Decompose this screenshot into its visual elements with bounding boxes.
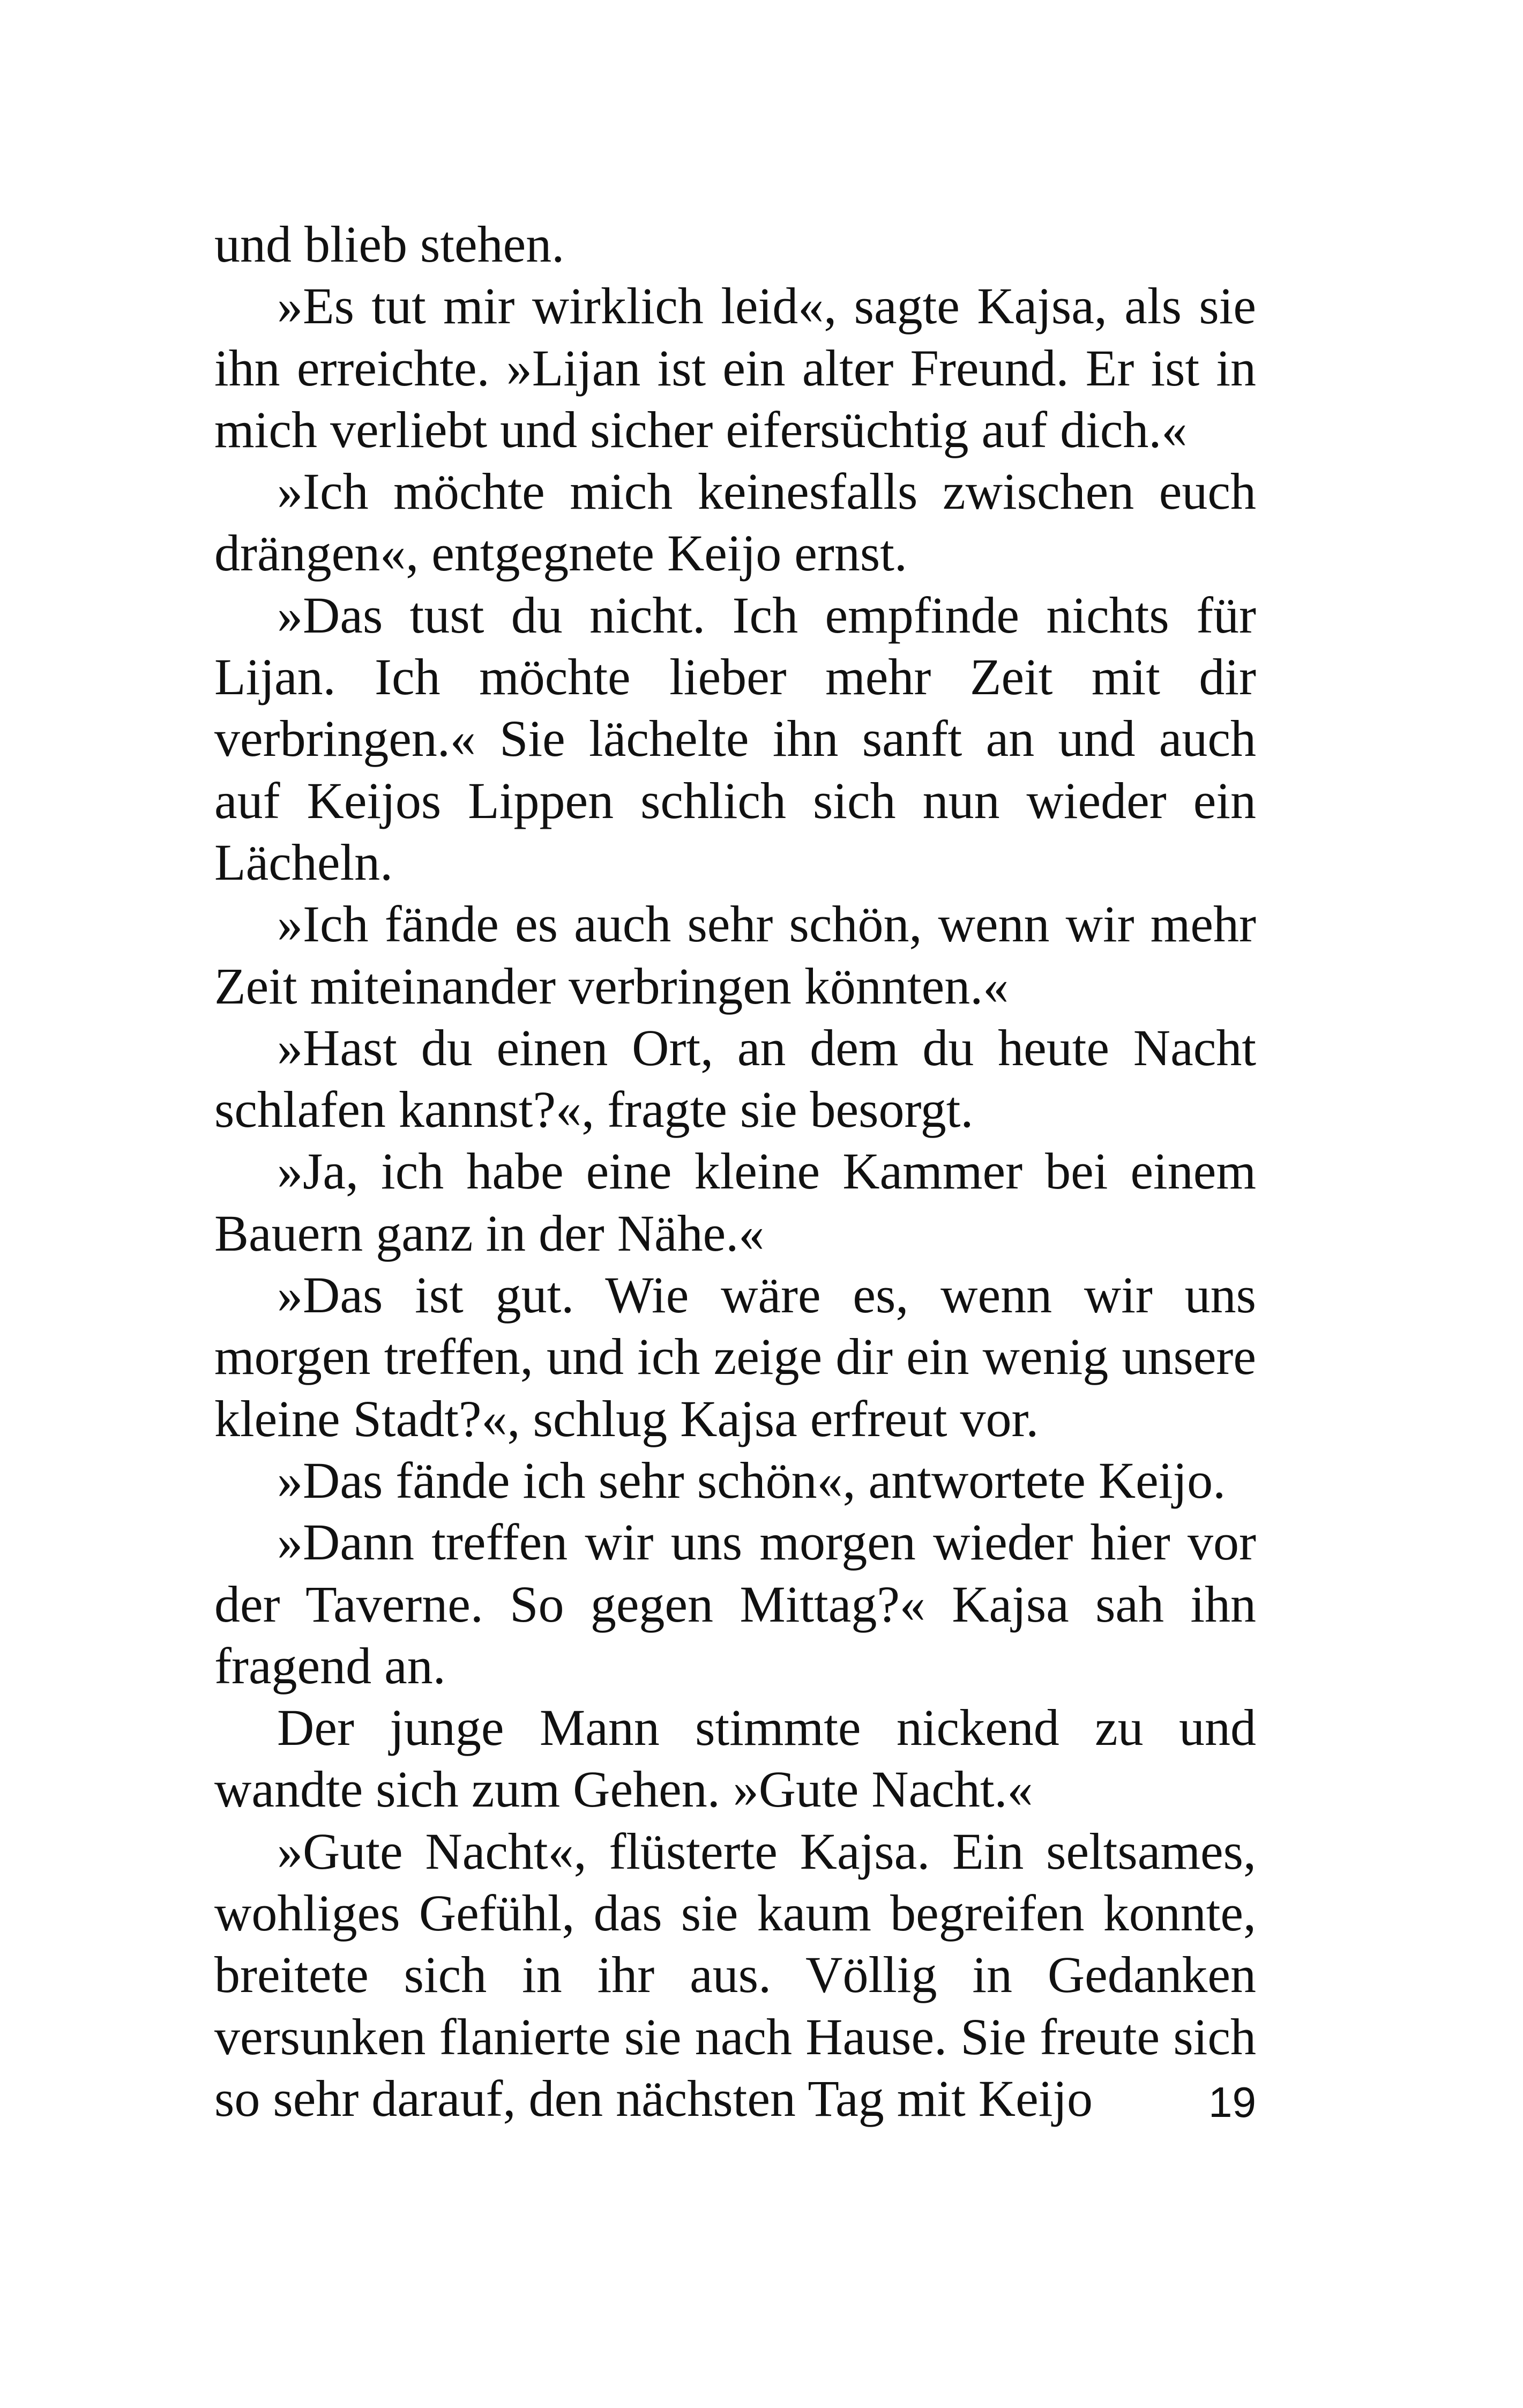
paragraph: »Das tust du nicht. Ich empfinde nichts für Lijan. Ich möchte lieber mehr Zeit mit dir verbringen.« Sie lächelte ihn sanft an und auch auf Keijos Lippen schlich sich nun wieder ein Lächeln. (214, 586, 1256, 891)
paragraph: »Hast du einen Ort, an dem du heute Nacht schlafen kannst?«, fragte sie besorgt. (214, 1019, 1256, 1139)
paragraph: »Ja, ich habe eine kleine Kammer bei einem Bauern ganz in der Nähe.« (214, 1142, 1256, 1262)
paragraph: und blieb stehen. (214, 215, 565, 273)
paragraph: »Gute Nacht«, flüsterte Kajsa. Ein seltsames, wohliges Gefühl, das sie kaum begreifen konnte, breitete sich in ihr aus. Völlig in Gedanken versunken flanierte sie nach Hause. Sie freute sich so sehr darauf, den nächsten Tag mit Keijo (214, 1822, 1256, 2127)
paragraph: »Dann treffen wir uns morgen wieder hier vor der Taverne. So gegen Mittag?« Kajsa sah ihn fragend an. (214, 1513, 1256, 1694)
paragraph: »Es tut mir wirklich leid«, sagte Kajsa, als sie ihn erreichte. »Lijan ist ein alter Freund. Er ist in mich verliebt und sicher eifersüchtig auf dich.« (214, 277, 1256, 458)
paragraph: »Das ist gut. Wie wäre es, wenn wir uns morgen treffen, und ich zeige dir ein wenig unsere kleine Stadt?«, schlug Kajsa erfreut vor. (214, 1266, 1256, 1447)
page-number: 19 (1208, 2078, 1256, 2126)
body-text (214, 213, 1256, 2129)
paragraph: »Das fände ich sehr schön«, antwortete Keijo. (277, 1451, 1226, 1509)
paragraph: »Ich fände es auch sehr schön, wenn wir mehr Zeit miteinander verbringen könnten.« (214, 895, 1256, 1015)
paragraph: »Ich möchte mich keinesfalls zwischen euch drängen«, entgegnete Keijo ernst. (214, 463, 1256, 582)
paragraph: Der junge Mann stimmte nickend zu und wandte sich zum Gehen. »Gute Nacht.« (214, 1699, 1256, 1818)
